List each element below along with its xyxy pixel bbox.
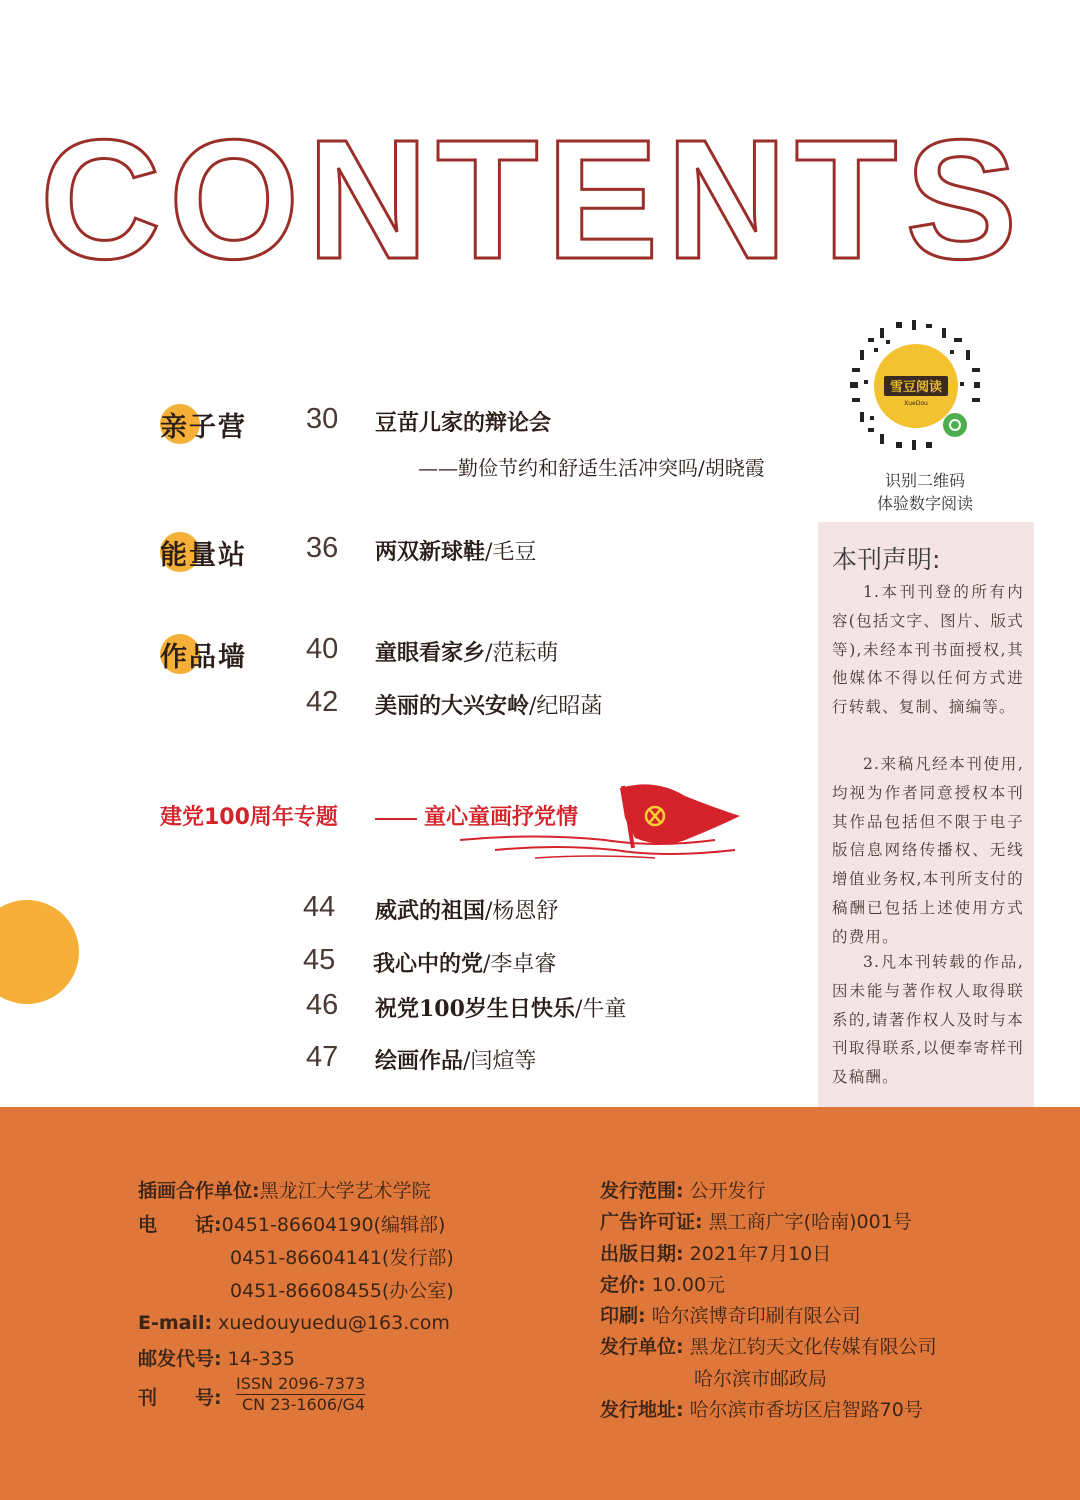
- entry-subtitle: ——勤俭节约和舒适生活冲突吗/胡晓霞: [418, 456, 765, 480]
- section-label-nengliangzhan: [160, 530, 247, 574]
- party-flag-icon: [455, 778, 755, 863]
- footer-cn: CN 23-1606/G4: [242, 1395, 366, 1414]
- section-label-zuopinqiang: [160, 632, 247, 676]
- footer-phone-1: 电 话:0451-86604190(编辑部): [138, 1214, 446, 1236]
- page-number: 44: [303, 891, 336, 923]
- entry-title-text: 我心中的党: [373, 951, 484, 977]
- footer-issn: ISSN 2096-7373: [236, 1374, 366, 1393]
- qr-caption-1: 识别二维码: [884, 471, 965, 490]
- qr-logo-text: 雪豆阅读: [889, 380, 943, 395]
- footer-ad-license: 广告许可证: 黑工商广字(哈南)001号: [600, 1211, 912, 1233]
- footer-address: 发行地址: 哈尔滨市香坊区启智路70号: [600, 1399, 923, 1421]
- entry-title[interactable]: [373, 947, 556, 978]
- notice-title: 本刊声明:: [832, 545, 941, 574]
- entry-author: /牛童: [574, 997, 627, 1022]
- contents-headline: [40, 130, 1040, 270]
- section-label-text: 作品墙: [160, 641, 247, 673]
- page-number: 46: [306, 989, 339, 1021]
- entry-author: /闫煊等: [463, 1049, 537, 1074]
- entry-title-text: 威武的祖国: [375, 898, 486, 924]
- entry-title[interactable]: [375, 894, 558, 925]
- entry-title[interactable]: [375, 406, 551, 437]
- section-label-qinziying: [160, 402, 247, 446]
- decorative-circle: [0, 900, 79, 1004]
- footer-printer: 印刷: 哈尔滨博奇印刷有限公司: [600, 1305, 861, 1327]
- topic-dash: [375, 818, 417, 820]
- entry-title-text: 童眼看家乡: [375, 640, 486, 666]
- entry-title-text: 美丽的大兴安岭: [375, 693, 530, 719]
- footer-distributor: 发行单位: 黑龙江钧天文化传媒有限公司: [600, 1336, 937, 1358]
- section-label-text: 亲子营: [160, 411, 247, 443]
- qr-caption-2: 体验数字阅读: [876, 494, 973, 513]
- page-number: 36: [306, 532, 339, 564]
- entry-title[interactable]: [375, 636, 558, 667]
- footer-price: 定价: 10.00元: [600, 1274, 726, 1296]
- entry-title[interactable]: [375, 992, 626, 1023]
- topic-title-right: 童心童画抒党情: [424, 805, 579, 830]
- entry-author: /纪昭菡: [529, 694, 603, 719]
- qr-code[interactable]: [850, 320, 982, 452]
- qr-logo-small: XueDou: [904, 400, 928, 407]
- section-label-text: 能量站: [160, 539, 247, 571]
- footer-date: 出版日期: 2021年7月10日: [600, 1243, 832, 1265]
- footer-info: [0, 1107, 1080, 1500]
- entry-title-text: 两双新球鞋: [375, 539, 486, 565]
- footer-phone-3: 0451-86608455(办公室): [230, 1280, 454, 1302]
- entry-title[interactable]: [375, 535, 536, 566]
- footer-issue-label: 刊 号:: [138, 1387, 222, 1409]
- page-number: 45: [303, 944, 336, 976]
- footer-phone-2: 0451-86604141(发行部): [230, 1247, 454, 1269]
- entry-author: /杨恩舒: [485, 899, 559, 924]
- page-number: 40: [306, 633, 339, 665]
- entry-title-text: 豆苗儿家的辩论会: [375, 410, 552, 436]
- notice-paragraph-2: 2.来稿凡经本刊使用,均视为作者同意授权本刊其作品包括但不限于电子版信息网络传播权、无线增值业务权,本刊所支付的稿酬已包括上述使用方式的费用。: [832, 755, 1024, 946]
- notice-paragraph-1: 1.本刊刊登的所有内容(包括文字、图片、版式等),未经本刊书面授权,其他媒体不得以任何方式进行转载、复制、摘编等。: [832, 583, 1024, 717]
- entry-title-text: 绘画作品: [375, 1048, 464, 1074]
- entry-author: /李卓睿: [483, 952, 557, 977]
- entry-author: /范耘萌: [485, 641, 559, 666]
- entry-title[interactable]: [375, 1044, 536, 1075]
- entry-author: /毛豆: [485, 540, 537, 565]
- entry-title[interactable]: [375, 689, 602, 720]
- contents-word: CONTENTS: [40, 130, 1025, 270]
- page-number: 30: [306, 403, 339, 435]
- footer-scope: 发行范围: 公开发行: [600, 1180, 766, 1202]
- footer-coop: 插画合作单位:黑龙江大学艺术学院: [138, 1180, 431, 1202]
- topic-title-left: 建党100周年专题: [160, 805, 338, 830]
- notice-paragraph-3: 3.凡本刊转载的作品,因未能与著作权人取得联系的,请著作权人及时与本刊取得联系,以便奉寄样刊及稿酬。: [832, 953, 1024, 1087]
- footer-email[interactable]: E-mail: xuedouyuedu@163.com: [138, 1312, 450, 1334]
- footer-postcode: 邮发代号: 14-335: [138, 1348, 295, 1370]
- page-number: 42: [306, 686, 339, 718]
- footer-distributor-2: 哈尔滨市邮政局: [694, 1368, 828, 1390]
- entry-title-text: 祝党100岁生日快乐: [375, 996, 575, 1022]
- page-number: 47: [306, 1041, 339, 1073]
